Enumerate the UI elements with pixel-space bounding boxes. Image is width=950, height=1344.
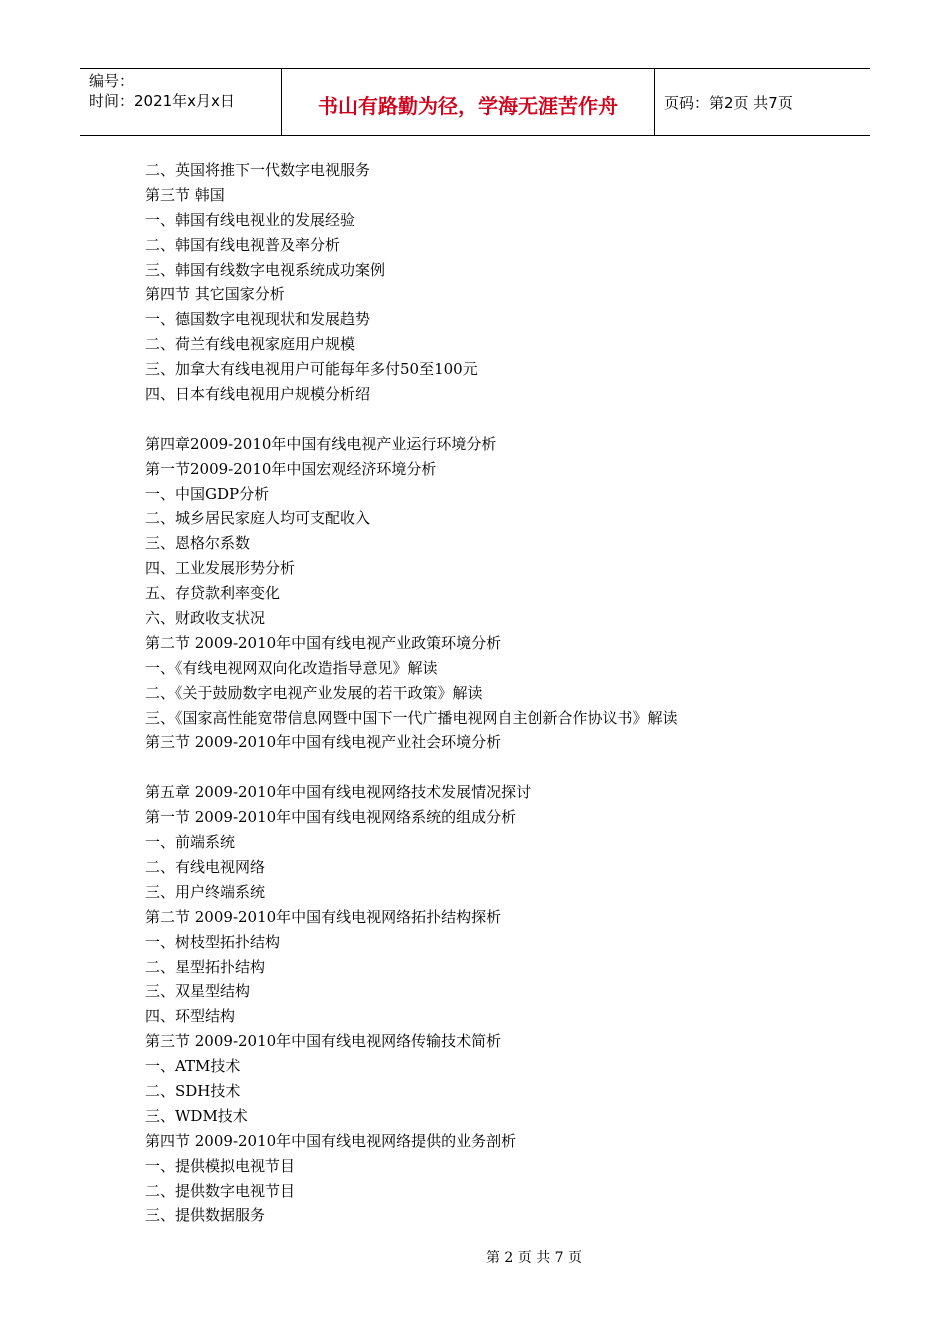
- toc-line: 二、英国将推下一代数字电视服务: [145, 161, 371, 179]
- toc-line: 第四节 其它国家分析: [145, 285, 285, 304]
- toc-line: 第一节2009-2010年中国宏观经济环境分析: [145, 459, 437, 478]
- toc-line: 二、SDH技术: [145, 1081, 241, 1100]
- toc-line: 一、树枝型拓扑结构: [145, 932, 281, 951]
- header-page-cell: [655, 69, 870, 135]
- page-label: 页码：第2页 共7页: [664, 93, 793, 112]
- toc-line: 二、有线电视网络: [145, 857, 266, 876]
- toc-line: 二、城乡居民家庭人均可支配收入: [145, 509, 371, 528]
- toc-line: 四、工业发展形势分析: [145, 559, 296, 578]
- time-label: 时间：2021年x月x日: [89, 92, 235, 110]
- toc-line: 三、恩格尔系数: [145, 534, 251, 553]
- table-of-contents: [145, 158, 845, 1228]
- blank-line: [145, 755, 845, 780]
- toc-line: 第四节 2009-2010年中国有线电视网络提供的业务剖析: [145, 1131, 517, 1150]
- toc-line: 三、韩国有线数字电视系统成功案例: [145, 260, 386, 279]
- toc-line: 第五章 2009-2010年中国有线电视网络技术发展情况探讨: [145, 783, 532, 802]
- toc-line: 一、《有线电视网双向化改造指导意见》解读: [145, 658, 438, 677]
- toc-line: 五、存贷款利率变化: [145, 584, 281, 603]
- number-label: 编号：: [89, 72, 135, 90]
- toc-line: 第三节 2009-2010年中国有线电视网络传输技术简析: [145, 1032, 502, 1051]
- toc-line: 二、《关于鼓励数字电视产业发展的若干政策》解读: [145, 683, 483, 702]
- document-header: [80, 68, 870, 136]
- toc-line: 二、提供数字电视节目: [145, 1181, 296, 1200]
- toc-line: 四、环型结构: [145, 1007, 236, 1026]
- toc-line: 一、韩国有线电视业的发展经验: [145, 210, 356, 229]
- page-footer: [0, 1247, 950, 1267]
- toc-line: 第三节 2009-2010年中国有线电视产业社会环境分析: [145, 733, 502, 752]
- toc-line: 三、双星型结构: [145, 982, 251, 1001]
- toc-line: 第二节 2009-2010年中国有线电视网络拓扑结构探析: [145, 907, 502, 926]
- toc-line: 二、荷兰有线电视家庭用户规模: [145, 335, 356, 354]
- header-meta-cell: [80, 69, 282, 135]
- toc-line: 四、日本有线电视用户规模分析绍: [145, 385, 371, 404]
- toc-line: 六、财政收支状况: [145, 609, 266, 628]
- toc-line: 第一节 2009-2010年中国有线电视网络系统的组成分析: [145, 808, 517, 827]
- toc-line: 三、提供数据服务: [145, 1206, 266, 1225]
- toc-line: 一、德国数字电视现状和发展趋势: [145, 310, 371, 329]
- toc-line: 三、用户终端系统: [145, 882, 266, 901]
- motto-text: 书山有路勤为径，学海无涯苦作舟: [318, 93, 618, 118]
- toc-line: 一、提供模拟电视节目: [145, 1156, 296, 1175]
- toc-line: 一、ATM技术: [145, 1057, 241, 1076]
- header-motto-cell: [282, 69, 655, 135]
- toc-line: 第四章2009-2010年中国有线电视产业运行环境分析: [145, 434, 497, 453]
- toc-line: 一、中国GDP分析: [145, 484, 270, 503]
- toc-line: 三、《国家高性能宽带信息网暨中国下一代广播电视网自主创新合作协议书》解读: [145, 708, 678, 727]
- footer-page-number: 第 2 页 共 7 页: [485, 1250, 583, 1266]
- toc-line: 一、前端系统: [145, 833, 236, 852]
- blank-line: [145, 407, 845, 432]
- toc-line: 第二节 2009-2010年中国有线电视产业政策环境分析: [145, 633, 502, 652]
- toc-line: 三、加拿大有线电视用户可能每年多付50至100元: [145, 360, 478, 379]
- toc-line: 三、WDM技术: [145, 1106, 248, 1125]
- toc-line: 二、韩国有线电视普及率分析: [145, 235, 341, 254]
- toc-line: 二、星型拓扑结构: [145, 957, 266, 976]
- toc-line: 第三节 韩国: [145, 185, 225, 204]
